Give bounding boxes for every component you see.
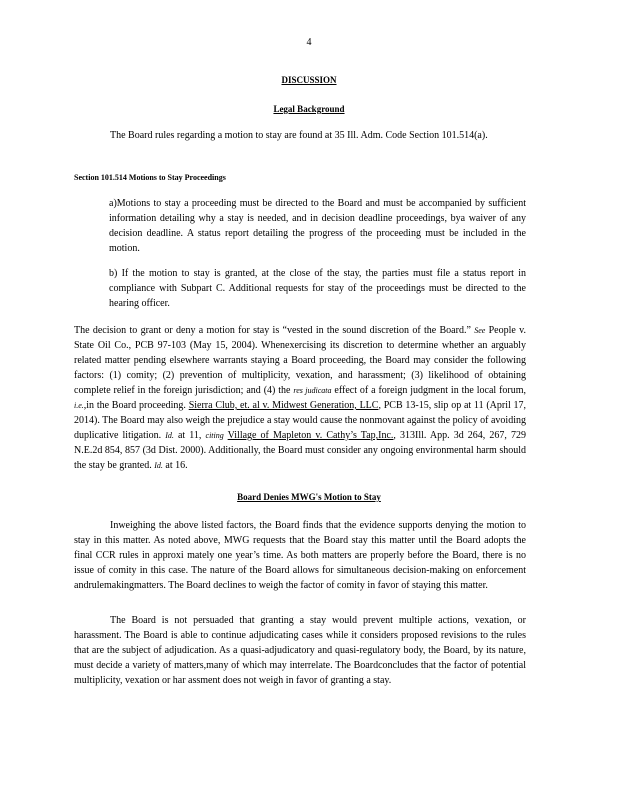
weighing-paragraph: Inweighing the above listed factors, the Board finds that the evidence supports denying the motion to stay in this matter. As noted above, MWG requests that the Board stay this matter until the Board adopts the final CCR rules in approxi mately one year’s time. As both matters are properly before the Board, there is no issue of comity in this case. The nature of the Board allows for simultaneous decision-making on enforcement andrulemakingmatters. The Board declines to weigh the factor of comity in favor of staying this matter.: [74, 520, 526, 591]
rule-b-paragraph: b) If the motion to stay is granted, at the close of the stay, the parties must file a status report in compliance with Subpart C. Additional requests for stay of the proceedings must be directed to the hearing officer.: [109, 268, 526, 309]
decision-text-2: People v. State Oil Co., PCB 97-103 (May 15, 2004). Whenexercising its discretion to determine whether an arguably related matter pending elsewhere warrants staying a Board proceeding, the Board may consider the following factors: (1) comity; (2) prevention of multiplicity, vexation, and harassment; (3) likelihood of obtaining complete relief in the foreign jurisdiction; and (4) the: [74, 325, 526, 396]
legal-background-heading: [0, 104, 618, 114]
decision-text-7: , 313Ill. App. 3d 264, 267, 729 N.E.2d 854, 857 (3d Dist. 2000). Additionally, the Board must consider any ongoing environmental harm should the stay be granted.: [74, 430, 526, 471]
section-label: Section 101.514 Motions to Stay Proceedings: [74, 173, 226, 182]
board-denies-heading: [0, 492, 618, 502]
decision-text-1: The decision to grant or deny a motion for stay is “vested in the sound discretion of the Board.”: [74, 325, 471, 336]
ie-abbrev: i.e.: [74, 401, 84, 410]
persuaded-paragraph: The Board is not persuaded that granting a stay would prevent multiple actions, vexation, or harassment. The Board is able to continue adjudicating cases while it considers proposed revisions to the rules that are the subject of adjudication. As a quasi-adjudicatory and quasi-regulatory body, the Board, by its nature, must decide a variety of matters,many of which may interrelate. The Boardconcludes that the factor of potential multiplicity, vexation or har assment does not weigh in favor of granting a stay.: [74, 615, 526, 686]
decision-text-8: at 16.: [165, 460, 188, 471]
citing-signal: citing: [205, 431, 224, 440]
decision-text-4: ,in the Board proceeding.: [83, 400, 186, 411]
decision-paragraph: [74, 323, 526, 473]
sierra-club-citation: Sierra Club, et. al v. Midwest Generation, LLC: [188, 400, 379, 411]
rule-a-paragraph: a)Motions to stay a proceeding must be directed to the Board and must be accompanied by sufficient information detailing why a stay is needed, and in decision deadline proceedings, bya waiver of any decision deadline. A status report detailing the progress of the proceeding must be included in the motion.: [109, 198, 526, 254]
village-citation: Village of Mapleton v. Cathy’s Tap,Inc.: [227, 430, 394, 441]
id-signal-1: Id.: [165, 431, 174, 440]
decision-text-6: at 11,: [177, 430, 202, 441]
see-signal: See: [474, 326, 486, 335]
decision-text-3: effect of a foreign judgment in the local forum,: [334, 385, 527, 396]
legal-background-heading-text: Legal Background: [273, 104, 345, 114]
discussion-heading: [0, 75, 618, 85]
res-judicata-term: res judicata: [293, 386, 332, 395]
page-number: 4: [306, 37, 312, 48]
intro-paragraph: The Board rules regarding a motion to stay are found at 35 Ill. Adm. Code Section 101.514(a).: [110, 130, 488, 141]
board-denies-heading-text: Board Denies MWG's Motion to Stay: [237, 492, 381, 502]
discussion-heading-text: DISCUSSION: [281, 75, 337, 85]
decision-text-5: , PCB 13-15, slip op at 11 (April 17, 2014). The Board may also weigh the prejudice a stay would cause the nonmovant against the policy of avoiding duplicative litigation.: [74, 400, 527, 441]
id-signal-2: Id.: [154, 461, 163, 470]
